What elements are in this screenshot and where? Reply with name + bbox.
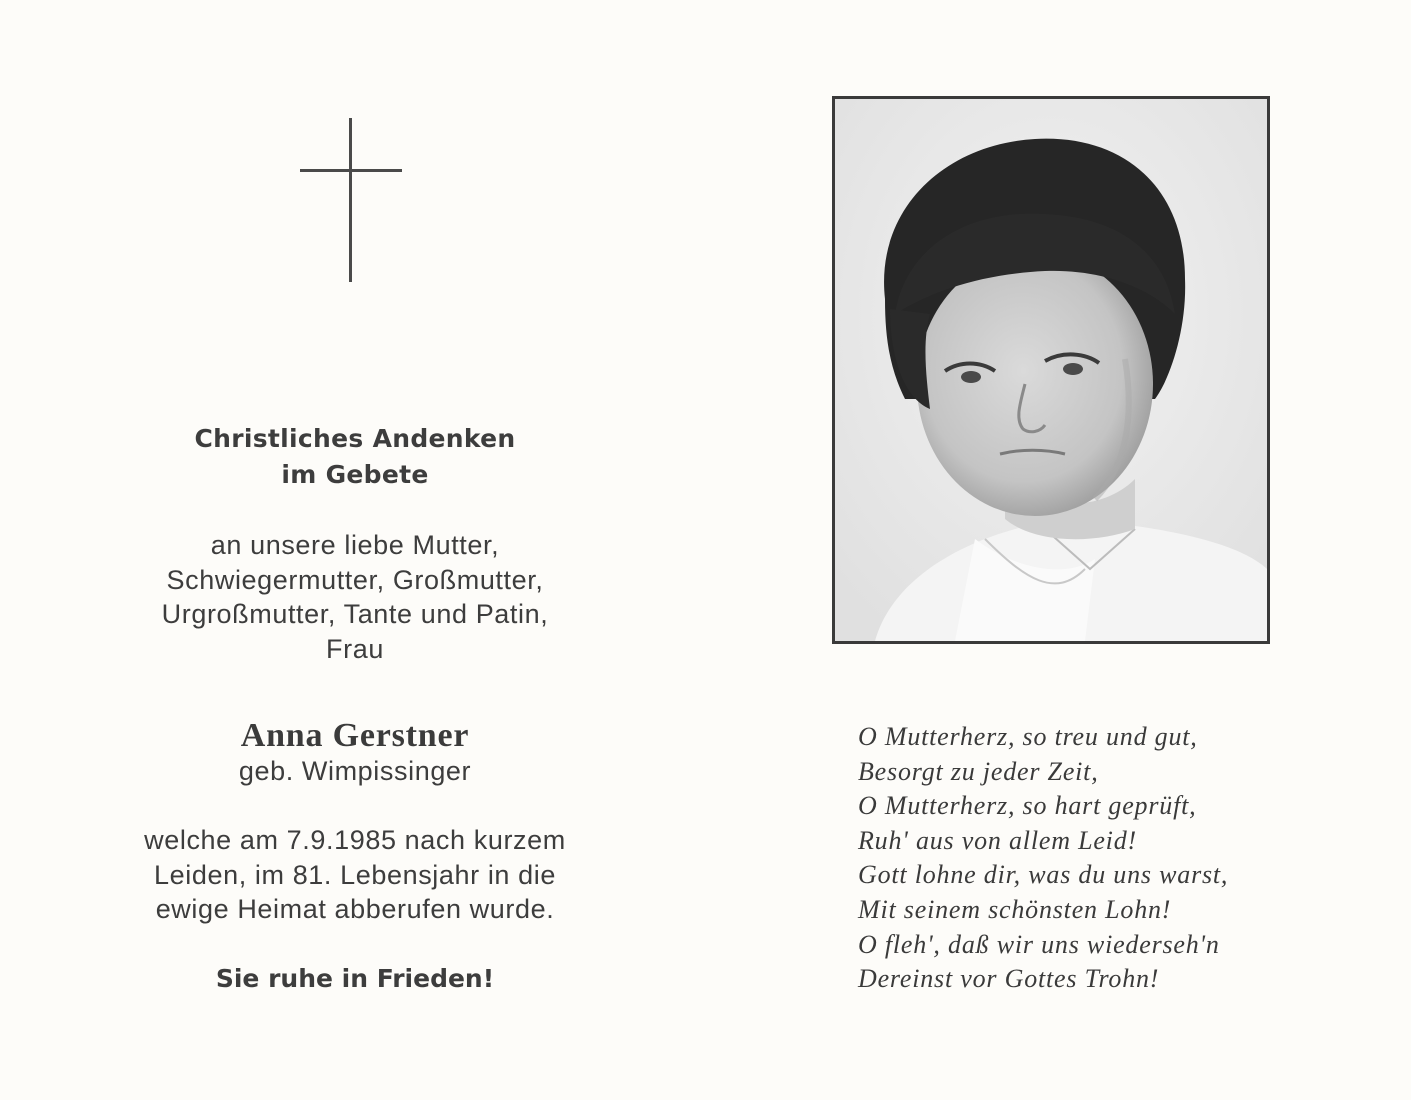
heading-line-1: Christliches Andenken — [194, 424, 516, 453]
birth-name: geb. Wimpissinger — [238, 756, 472, 786]
poem-line-2: Besorgt zu jeder Zeit, — [858, 756, 1099, 786]
death-notice — [80, 823, 630, 927]
dedication — [80, 528, 630, 666]
card-heading — [80, 421, 630, 493]
heading-line-2: im Gebete — [281, 460, 429, 489]
death-notice-line-1: welche am 7.9.1985 nach kurzem — [144, 825, 566, 855]
death-notice-line-2: Leiden, im 81. Lebensjahr in die — [154, 859, 556, 890]
poem-line-7: O fleh', daß wir uns wiederseh'n — [858, 929, 1220, 959]
portrait-photo — [832, 96, 1270, 644]
poem-line-6: Mit seinem schönsten Lohn! — [858, 894, 1172, 924]
poem — [858, 720, 1338, 997]
sign-off: Sie ruhe in Frieden! — [215, 964, 495, 993]
poem-line-8: Dereinst vor Gottes Trohn! — [858, 964, 1160, 994]
poem-line-1: O Mutterherz, so treu und gut, — [858, 722, 1198, 751]
dedication-line-2: Schwiegermutter, Großmutter, — [166, 564, 544, 595]
death-notice-line-3: ewige Heimat abberufen wurde. — [155, 894, 555, 924]
deceased-name: Anna Gerstner — [240, 717, 470, 754]
cross-icon — [300, 118, 402, 282]
dedication-line-1: an unsere liebe Mutter, — [210, 530, 500, 560]
portrait-illustration — [835, 99, 1267, 641]
dedication-line-4: Frau — [326, 633, 384, 664]
poem-line-4: Ruh' aus von allem Leid! — [858, 825, 1137, 855]
poem-line-5: Gott lohne dir, was du uns warst, — [858, 860, 1229, 890]
poem-line-3: O Mutterherz, so hart geprüft, — [858, 791, 1197, 821]
dedication-line-3: Urgroßmutter, Tante und Patin, — [161, 599, 549, 629]
